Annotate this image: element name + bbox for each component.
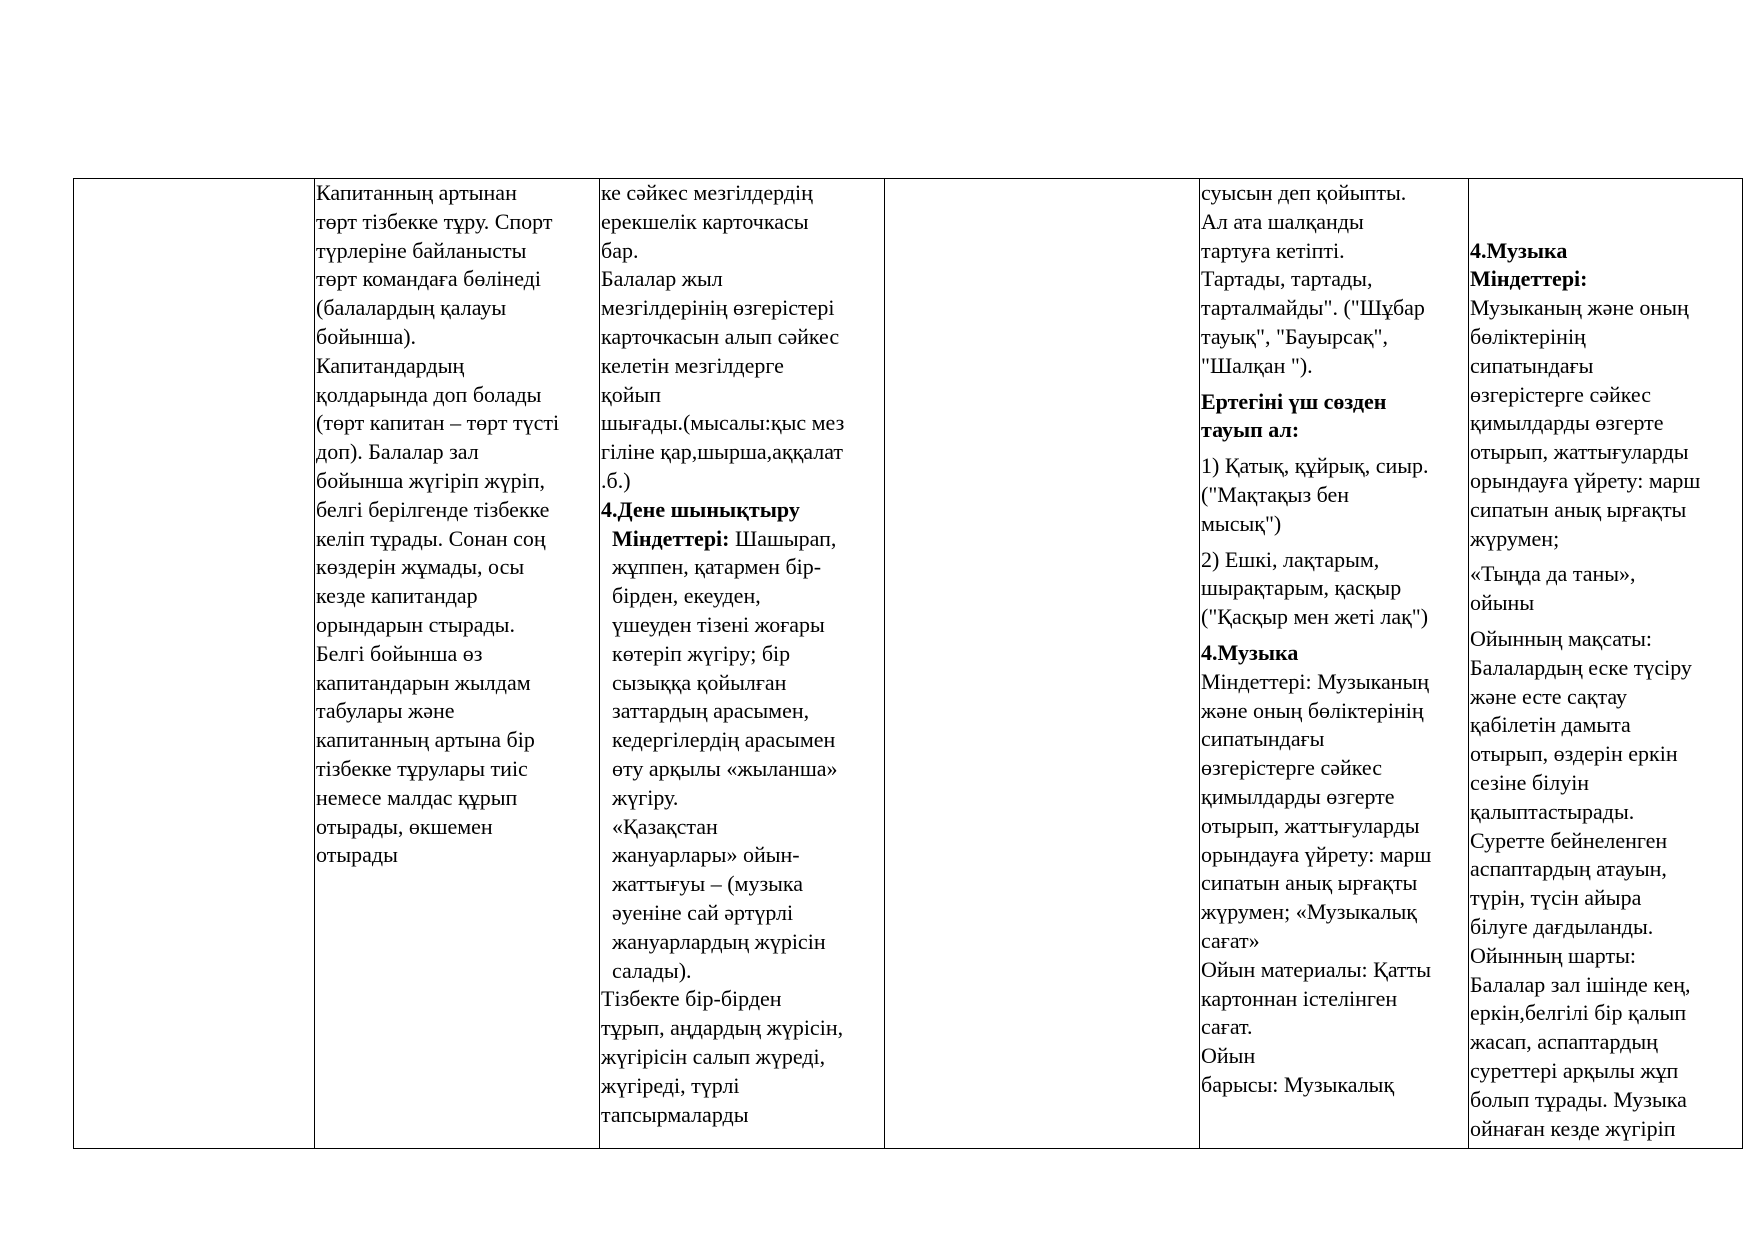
text-line: Музыканың және оның	[1470, 295, 1689, 321]
text-line: заттардың арасымен,	[612, 698, 810, 724]
cell-empty-fourth	[885, 179, 1200, 1149]
text-line: тапсырмаларды	[601, 1101, 749, 1127]
text-line: жүгіреді, түрлі	[601, 1072, 740, 1098]
text-line: Ертегіні үш сөзден	[1201, 388, 1387, 414]
text-line: 2) Ешкі, лақтарым,	[1201, 546, 1380, 572]
text-line: жұппен, қатармен бір-	[612, 554, 822, 580]
text-line: Тартады, тартады,	[1201, 266, 1373, 292]
text-line: ерекшелік карточкасы	[601, 208, 809, 234]
text-line: бөліктерінің	[1470, 323, 1586, 349]
text-line: жүгіру.	[612, 784, 679, 810]
text-line: аспаптардың атауын,	[1470, 856, 1667, 882]
text-line: ке сәйкес мезгілдердің	[601, 180, 813, 205]
text-line: өту арқылы «жыланша»	[612, 755, 838, 781]
text-line: "Шалқан ").	[1201, 352, 1313, 378]
text-line: келетін мезгілдерге	[601, 352, 784, 378]
text-line: көздерін жұмады, осы	[316, 554, 525, 580]
text-line: «Қазақстан	[612, 813, 718, 839]
text-line: ойыны	[1470, 590, 1535, 616]
fairy-tale-text	[1201, 179, 1467, 381]
text-line: Ойын	[1201, 1043, 1256, 1069]
pe-column-text	[601, 985, 883, 1129]
text-line: суреттері арқылы жұп	[1470, 1057, 1679, 1083]
music-heading-right	[1470, 237, 1741, 295]
text-line: сипатындағы	[1201, 726, 1325, 752]
text-line: еркін,белгілі бір қалып	[1470, 1000, 1687, 1026]
text-line: жүрумен;	[1470, 525, 1560, 551]
text-line: кезде капитандар	[316, 583, 478, 609]
text-line: тартуға кетіпті.	[1201, 237, 1345, 263]
text-line: сипатын анық ырғақты	[1201, 870, 1418, 896]
text-line: отырып, жаттығуларды	[1201, 812, 1420, 838]
text-line: жасап, аспаптардың	[1470, 1029, 1658, 1055]
riddle-two	[1201, 546, 1467, 632]
text-line: Балалар зал ішінде кең,	[1470, 971, 1691, 997]
text-line: өзгерістерге сәйкес	[1201, 755, 1382, 781]
text-line: Белгі бойынша өз	[316, 640, 483, 666]
text-line: төрт командаға бөлінеді	[316, 266, 541, 292]
text-line: Міндеттері:	[1470, 266, 1588, 292]
text-line: жүгірісін салып жүреді,	[601, 1043, 826, 1069]
lesson-plan-table	[73, 178, 1743, 1149]
text-line: өзгерістерге сәйкес	[1470, 381, 1651, 407]
riddle-heading	[1201, 388, 1467, 446]
text-line: шығады.(мысалы:қыс мез	[601, 410, 845, 436]
text-line: жүрумен; «Музыкалық	[1201, 899, 1417, 925]
pe-tasks	[601, 525, 883, 986]
cell-fairy-tales-and-music	[1200, 179, 1469, 1149]
text-line: тізбекке тұрулары тиіс	[316, 755, 528, 781]
text-line: ойнаған кезде жүгіріп	[1470, 1115, 1676, 1141]
text-line: жануарлардың жүрісін	[612, 928, 826, 954]
text-line: капитанның артына бір	[316, 727, 535, 753]
text-line: ("Қасқыр мен жеті лақ")	[1201, 604, 1429, 630]
text-line: сезіне білуін	[1470, 769, 1590, 795]
text-line: бар.	[601, 237, 639, 263]
text-line: Балалардың еске түсіру	[1470, 654, 1692, 680]
text-line: салады).	[612, 957, 692, 983]
text-line: (балалардың қалауы	[316, 295, 507, 321]
text-line: белгі берілгенде тізбекке	[316, 496, 550, 522]
text-line: қалыптастырады.	[1470, 798, 1635, 824]
text-line: доп). Балалар зал	[316, 439, 479, 465]
text-line: бойынша жүгіріп жүріп,	[316, 467, 546, 493]
text-line: Ойын материалы: Қатты	[1201, 956, 1432, 982]
text-line: Капитанның артынан	[316, 180, 517, 205]
text-line: орындарын стырады.	[316, 611, 515, 637]
pe-heading: 4.Дене шынықтыру	[601, 496, 800, 522]
text-line: (төрт капитан – төрт түсті	[316, 410, 560, 436]
text-line: табулары және	[316, 698, 455, 724]
text-line: 4.Музыка	[1470, 237, 1568, 263]
text-line: болып тұрады. Музыка	[1470, 1086, 1687, 1112]
text-line: мезгілдерінің өзгерістері	[601, 295, 835, 321]
text-line: тарталмайды". ("Шұбар	[1201, 295, 1425, 321]
captains-game-text	[316, 179, 598, 870]
text-line: төрт тізбекке тұру. Спорт	[316, 208, 553, 234]
text-line: .б.)	[601, 467, 631, 493]
text-line: Суретте бейнеленген	[1470, 827, 1668, 853]
text-line: немесе малдас құрып	[316, 784, 518, 810]
text-line: шырақтарым, қасқыр	[1201, 575, 1402, 601]
text-line: және оның бөліктерінің	[1201, 697, 1424, 723]
music-top-spacer	[1470, 179, 1741, 237]
pe-tasks-text	[612, 553, 883, 985]
listen-game-title	[1470, 560, 1741, 618]
text-line: кедергілердің арасымен	[612, 727, 836, 753]
text-line: отырып, жаттығуларды	[1470, 439, 1689, 465]
text-line: Капитандардың	[316, 352, 465, 378]
cell-seasons-and-pe	[600, 179, 885, 1149]
seasons-card-text	[601, 179, 883, 496]
music-tasks-right	[1470, 294, 1741, 553]
text-line: ("Мақтақыз бен	[1201, 481, 1350, 507]
text-line: отырады, өкшемен	[316, 813, 493, 839]
text-line: жаттығуы – (музыка	[612, 871, 804, 897]
text-line: Міндеттері: Музыканың	[1201, 668, 1430, 694]
text-line: орындауға үйрету: марш	[1470, 467, 1701, 493]
text-line: тауық", "Бауырсақ",	[1201, 323, 1388, 349]
text-line: орындауға үйрету: марш	[1201, 841, 1432, 867]
text-line: сағат»	[1201, 927, 1260, 953]
music-tasks-text	[1201, 668, 1467, 1100]
text-line: қабілетін дамыта	[1470, 712, 1631, 738]
text-line: капитандарын жылдам	[316, 669, 531, 695]
text-line: отырады	[316, 842, 398, 868]
music-heading: 4.Музыка	[1201, 639, 1299, 665]
text-line: бірден, екеуден,	[612, 583, 761, 609]
pe-tasks-label: Міндеттері:	[612, 525, 730, 551]
text-line: жануарлары» ойын-	[612, 842, 800, 868]
text-line: сипатындағы	[1470, 352, 1594, 378]
riddle-one	[1201, 452, 1467, 538]
pe-tasks-first: Шашырап,	[729, 525, 837, 551]
text-line: гіліне қар,шырша,аққалат	[601, 439, 844, 465]
table-row	[74, 179, 1743, 1149]
cell-empty-first	[74, 179, 315, 1149]
text-line: бойынша).	[316, 323, 417, 349]
text-line: Ойынның шарты:	[1470, 942, 1636, 968]
text-line: картоннан істелінген	[1201, 985, 1398, 1011]
text-line: сипатын анық ырғақты	[1470, 496, 1687, 522]
text-line: қимылдарды өзгерте	[1201, 783, 1395, 809]
text-line: әуеніне сай әртүрлі	[612, 899, 794, 925]
text-line: 1) Қатық, құйрық, сиыр.	[1201, 453, 1429, 479]
text-line: сағат.	[1201, 1014, 1253, 1040]
text-line: суысын деп қойыпты.	[1201, 180, 1407, 205]
text-line: білуге дағдыланды.	[1470, 913, 1654, 939]
text-line: түрін, түсін айыра	[1470, 885, 1642, 911]
text-line: түрлеріне байланысты	[316, 237, 527, 263]
text-line: үшеуден тізені жоғары	[612, 611, 825, 637]
text-line: «Тыңда да таны»,	[1470, 561, 1636, 587]
text-line: Ал ата шалқанды	[1201, 208, 1364, 234]
text-line: Ойынның мақсаты:	[1470, 625, 1653, 651]
text-line: көтеріп жүгіру; бір	[612, 640, 791, 666]
listen-game-text	[1470, 625, 1741, 1143]
text-line: отырып, өздерін еркін	[1470, 741, 1678, 767]
text-line: сызыққа қойылған	[612, 669, 787, 695]
text-line: барысы: Музыкалық	[1201, 1071, 1395, 1097]
text-line: мысық")	[1201, 510, 1282, 536]
text-line: тұрып, аңдардың жүрісін,	[601, 1015, 844, 1041]
text-line: Балалар жыл	[601, 266, 723, 292]
text-line: тауып ал:	[1201, 417, 1300, 443]
text-line: қойып	[601, 381, 662, 407]
text-line: карточкасын алып сәйкес	[601, 323, 840, 349]
text-line: және есте сақтау	[1470, 683, 1627, 709]
text-line: қимылдарды өзгерте	[1470, 410, 1664, 436]
text-line: Тізбекте бір-бірден	[601, 986, 782, 1012]
cell-captains-game	[315, 179, 600, 1149]
text-line: қолдарында доп болады	[316, 381, 542, 407]
text-line: келіп тұрады. Сонан соң	[316, 525, 546, 551]
cell-music-game	[1469, 179, 1743, 1149]
